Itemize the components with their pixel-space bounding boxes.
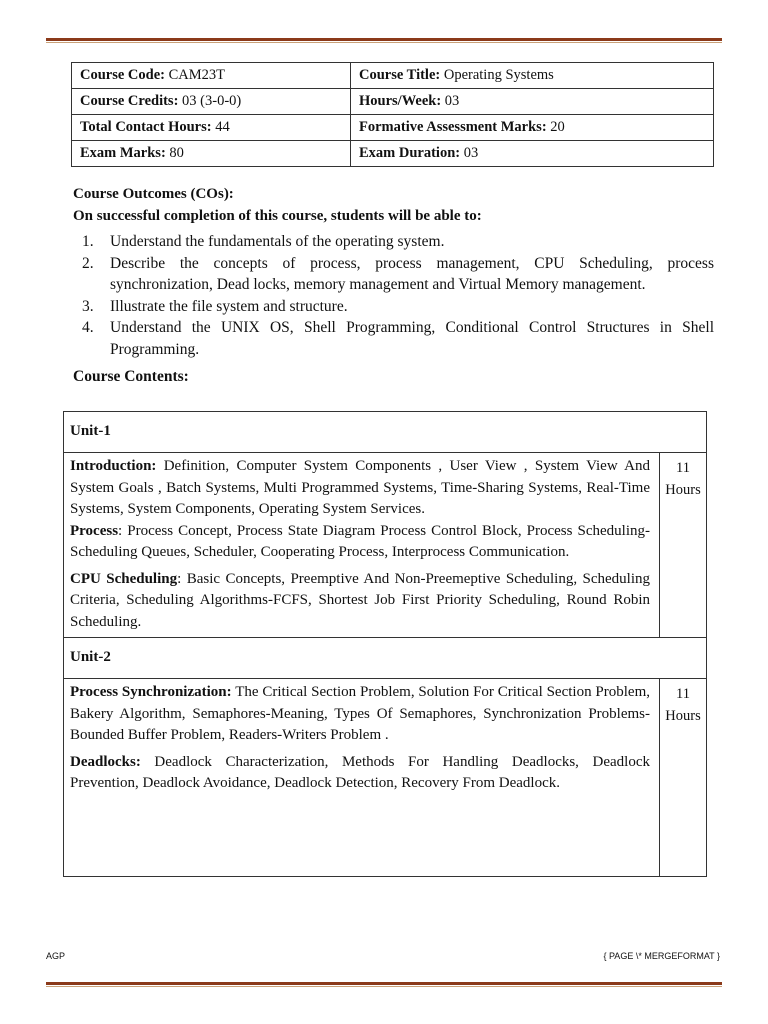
unit-1-content: Introduction: Definition, Computer System Components , User View , System View And System Goals , Batch Systems, Multi Programmed Systems, Time-Sharing Systems, Real-Time Systems, System Components, Operating System Services. Process: Process Concept, Process State Diagram Process Control Block, Process Scheduling- Scheduling Queues, Scheduler, Cooperating Process, Interprocess Communication. CPU Scheduling: Basic Concepts, Preemptive And Non-Preemeptive Scheduling, Scheduling Criteria, Scheduling Algorithms-FCFS, Shortest Job First Priority Scheduling, Round Robin Scheduling. bbox=[64, 453, 660, 638]
hours-week-cell: Hours/Week: 03 bbox=[351, 89, 714, 115]
table-row bbox=[72, 89, 714, 115]
unit-2-content: Process Synchronization: The Critical Section Problem, Solution For Critical Section Problem, Bakery Algorithm, Semaphores-Meaning, Types Of Semaphores, Synchronization Problems- Bounded Buffer Problem, Readers-Writers Problem . Deadlocks: Deadlock Characterization, Methods For Handling Deadlocks, Deadlock Prevention, Deadlock Avoidance, Deadlock Detection, Recovery From Deadlock. bbox=[64, 679, 660, 877]
header-rule bbox=[46, 38, 722, 43]
table-row bbox=[72, 141, 714, 167]
course-contents-table bbox=[63, 411, 707, 877]
table-row bbox=[64, 453, 707, 638]
list-item: 3. Illustrate the file system and structure. bbox=[82, 297, 348, 315]
course-credits: 03 (3-0-0) bbox=[182, 93, 242, 109]
course-code: CAM23T bbox=[168, 67, 226, 83]
course-outcomes-list bbox=[82, 231, 714, 360]
footer-author: AGP bbox=[46, 951, 66, 961]
course-outcomes-heading bbox=[73, 183, 482, 227]
course-info-table bbox=[71, 62, 714, 167]
table-row bbox=[64, 412, 707, 453]
table-row bbox=[72, 63, 714, 89]
unit-1-title: Unit-1 bbox=[64, 412, 707, 453]
course-title-cell: Course Title: Operating Systems bbox=[351, 63, 714, 89]
table-row bbox=[64, 638, 707, 679]
course-title: Operating Systems bbox=[443, 67, 554, 83]
course-contents-heading: Course Contents: bbox=[73, 368, 189, 385]
formative-marks-cell: Formative Assessment Marks: 20 bbox=[351, 115, 714, 141]
unit-2-hours: 11 Hours bbox=[660, 679, 707, 877]
course-outcomes-title: Course Outcomes (COs): bbox=[73, 186, 234, 202]
formative-marks: 20 bbox=[550, 119, 565, 135]
course-credits-cell: Course Credits: 03 (3-0-0) bbox=[72, 89, 351, 115]
unit-1-hours: 11 Hours bbox=[660, 453, 707, 638]
hours-week: 03 bbox=[444, 93, 460, 109]
table-row bbox=[64, 679, 707, 877]
unit-2-title: Unit-2 bbox=[64, 638, 707, 679]
list-item: 1. Understand the fundamentals of the operating system. bbox=[82, 233, 445, 250]
list-item: 2. Describe the concepts of process, process management, CPU Scheduling, process synchronization, Dead locks, memory management and Virtual Memory management. bbox=[82, 254, 714, 293]
total-contact-hours: 44 bbox=[215, 119, 230, 135]
footer-page-field: { PAGE \* MERGEFORMAT } bbox=[603, 951, 720, 961]
footer-rule bbox=[46, 982, 722, 987]
exam-marks: 80 bbox=[169, 145, 184, 161]
course-code-cell: Course Code: CAM23T bbox=[72, 63, 351, 89]
list-item: 4. Understand the UNIX OS, Shell Programming, Conditional Control Structures in Shell Programming. bbox=[82, 319, 714, 358]
exam-marks-cell: Exam Marks: 80 bbox=[72, 141, 351, 167]
table-row bbox=[72, 115, 714, 141]
exam-duration-cell: Exam Duration: 03 bbox=[351, 141, 714, 167]
exam-duration: 03 bbox=[463, 145, 479, 161]
total-contact-hours-cell: Total Contact Hours: 44 bbox=[72, 115, 351, 141]
course-outcomes-intro: On successful completion of this course, students will be able to: bbox=[73, 208, 482, 224]
